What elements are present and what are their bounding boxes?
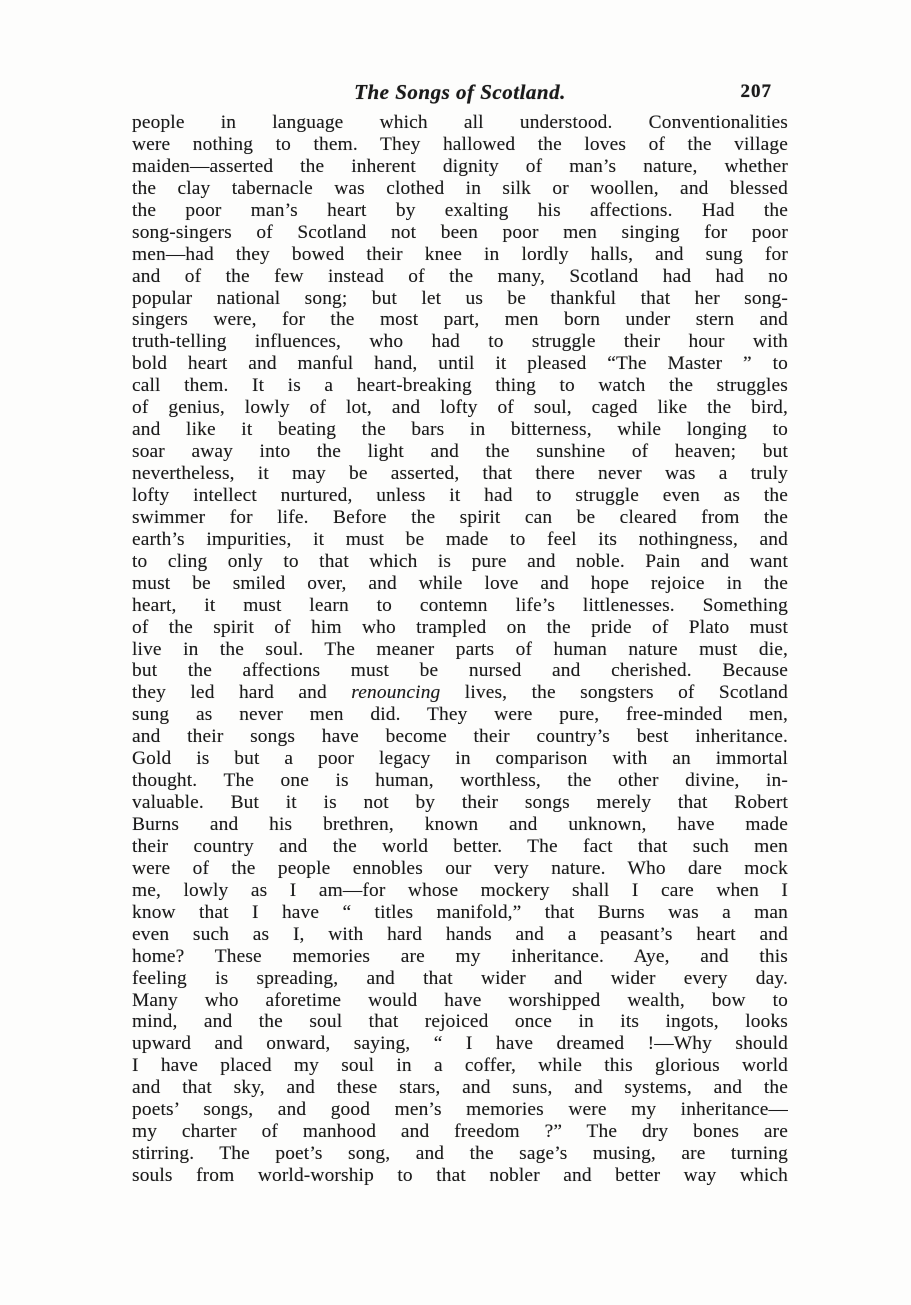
text-line: [132, 507, 788, 529]
text-segment: nevertheless, it may be asserted, that there never was a truly: [132, 463, 788, 484]
text-segment: bold heart and manful hand, until it pleased “The Master ” to: [132, 353, 788, 375]
text-segment: song-singers of Scotland not been poor men singing for poor: [132, 221, 788, 243]
text-line: [132, 353, 788, 375]
text-segment: they led hard and: [132, 682, 352, 704]
text-segment: feeling is spreading, and that wider and wider every day.: [132, 967, 788, 989]
text-segment: my charter of manhood and freedom ?” The dry bones are: [132, 1121, 788, 1143]
text-segment: poets’ songs, and good men’s memories were my inheritance—: [132, 1099, 788, 1121]
text-line: [132, 1121, 788, 1143]
text-segment: Burns and his brethren, known and unknown, have made: [132, 814, 788, 835]
text-line: [132, 485, 788, 507]
text-line: [132, 397, 788, 419]
text-segment: souls from world-worship to that nobler and better way which: [132, 1165, 788, 1186]
text-line: [132, 990, 788, 1012]
text-line: [132, 1077, 788, 1099]
text-segment: were nothing to them. They hallowed the loves of the village: [132, 133, 788, 155]
text-segment: singers were, for the most part, men born under stern and: [132, 309, 788, 331]
text-line: [132, 858, 788, 880]
text-segment: sung as never men did. They were pure, free-minded men,: [132, 704, 788, 726]
text-segment: maiden—asserted the inherent dignity of man’s nature, whether: [132, 155, 788, 177]
text-segment: must be smiled over, and while love and hope rejoice in the: [132, 572, 788, 594]
text-line: [132, 222, 788, 244]
text-line: [132, 375, 788, 397]
text-segment: I have placed my soul in a coffer, while this glorious world: [132, 1055, 788, 1077]
text-segment: soar away into the light and the sunshine of heaven; but: [132, 441, 788, 463]
text-segment: people in language which all understood. Conventionalities: [132, 112, 788, 133]
page-number: 207: [740, 81, 772, 102]
text-line: [132, 770, 788, 792]
text-line: [132, 748, 788, 770]
text-segment: to cling only to that which is pure and noble. Pain and want: [132, 550, 788, 572]
text-segment: Many who aforetime would have worshipped wealth, bow to: [132, 989, 788, 1011]
text-line: [132, 792, 788, 814]
text-segment: heart, it must learn to contemn life’s littlenesses. Something: [132, 594, 788, 616]
text-line: [132, 902, 788, 924]
italic-word: renouncing: [351, 682, 441, 704]
text-segment: and of the few instead of the many, Scotland had had no: [132, 265, 788, 287]
text-line: [132, 1143, 788, 1165]
text-segment: the poor man’s heart by exalting his affections. Had the: [132, 199, 788, 221]
text-line: [132, 1033, 788, 1055]
text-line: [132, 1165, 788, 1187]
text-line: [132, 419, 788, 441]
text-line: [132, 288, 788, 310]
text-line: [132, 682, 788, 704]
text-line: [132, 836, 788, 858]
text-line: [132, 266, 788, 288]
text-segment: and that sky, and these stars, and suns, and systems, and the: [132, 1077, 788, 1099]
text-line: [132, 1055, 788, 1077]
text-segment: mind, and the soul that rejoiced once in its ingots, looks: [132, 1011, 788, 1033]
text-segment: lofty intellect nurtured, unless it had to struggle even as the: [132, 484, 788, 506]
text-line: [132, 573, 788, 595]
text-segment: call them. It is a heart-breaking thing to watch the struggles: [132, 375, 788, 397]
text-segment: and their songs have become their country’s best inheritance.: [132, 726, 788, 748]
text-segment: even such as I, with hard hands and a peasant’s heart and: [132, 923, 788, 945]
text-line: [132, 156, 788, 178]
text-line: [132, 814, 788, 836]
text-line: [132, 880, 788, 902]
text-segment: the clay tabernacle was clothed in silk or woollen, and blessed: [132, 177, 788, 199]
text-line: [132, 441, 788, 463]
text-line: [132, 946, 788, 968]
text-segment: lives, the songsters of Scotland: [440, 682, 788, 704]
text-line: [132, 639, 788, 661]
text-segment: men—had they bowed their knee in lordly halls, and sung for: [132, 243, 788, 265]
text-line: [132, 595, 788, 617]
text-segment: live in the soul. The meaner parts of human nature must die,: [132, 638, 788, 660]
text-segment: earth’s impurities, it must be made to feel its nothingness, and: [132, 528, 788, 550]
text-line: [132, 463, 788, 485]
text-segment: but the affections must be nursed and cherished. Because: [132, 660, 788, 682]
running-title: The Songs of Scotland.: [354, 80, 566, 104]
text-line: [132, 244, 788, 266]
text-segment: thought. The one is human, worthless, the other divine, in-: [132, 770, 788, 792]
text-segment: popular national song; but let us be thankful that her song-: [132, 287, 788, 309]
text-line: [132, 660, 788, 682]
text-line: [132, 178, 788, 200]
text-line: [132, 726, 788, 748]
text-line: [132, 924, 788, 946]
text-segment: Gold is but a poor legacy in comparison with an immortal: [132, 748, 788, 770]
text-segment: upward and onward, saying, “ I have dreamed !—Why should: [132, 1033, 788, 1055]
text-line: [132, 134, 788, 156]
text-segment: valuable. But it is not by their songs merely that Robert: [132, 792, 788, 814]
text-line: [132, 309, 788, 331]
page-header: [132, 80, 788, 108]
text-segment: were of the people ennobles our very nature. Who dare mock: [132, 857, 788, 879]
text-line: [132, 968, 788, 990]
text-line: [132, 551, 788, 573]
text-line: [132, 1011, 788, 1033]
text-segment: of genius, lowly of lot, and lofty of soul, caged like the bird,: [132, 397, 788, 419]
text-segment: and like it beating the bars in bitterness, while longing to: [132, 419, 788, 441]
text-line: [132, 529, 788, 551]
text-segment: of the spirit of him who trampled on the pride of Plato must: [132, 616, 788, 638]
text-line: [132, 200, 788, 222]
text-segment: swimmer for life. Before the spirit can be cleared from the: [132, 506, 788, 528]
text-segment: me, lowly as I am—for whose mockery shall I care when I: [132, 879, 788, 901]
text-line: [132, 112, 788, 134]
text-segment: know that I have “ titles manifold,” that Burns was a man: [132, 901, 788, 923]
text-line: [132, 617, 788, 639]
text-line: [132, 331, 788, 353]
text-segment: their country and the world better. The fact that such men: [132, 835, 788, 857]
text-segment: stirring. The poet’s song, and the sage’s musing, are turning: [132, 1143, 788, 1165]
text-segment: truth-telling influences, who had to struggle their hour with: [132, 331, 788, 353]
text-line: [132, 1099, 788, 1121]
body-text: [132, 112, 788, 1187]
text-line: [132, 704, 788, 726]
text-segment: home? These memories are my inheritance. Aye, and this: [132, 945, 788, 967]
